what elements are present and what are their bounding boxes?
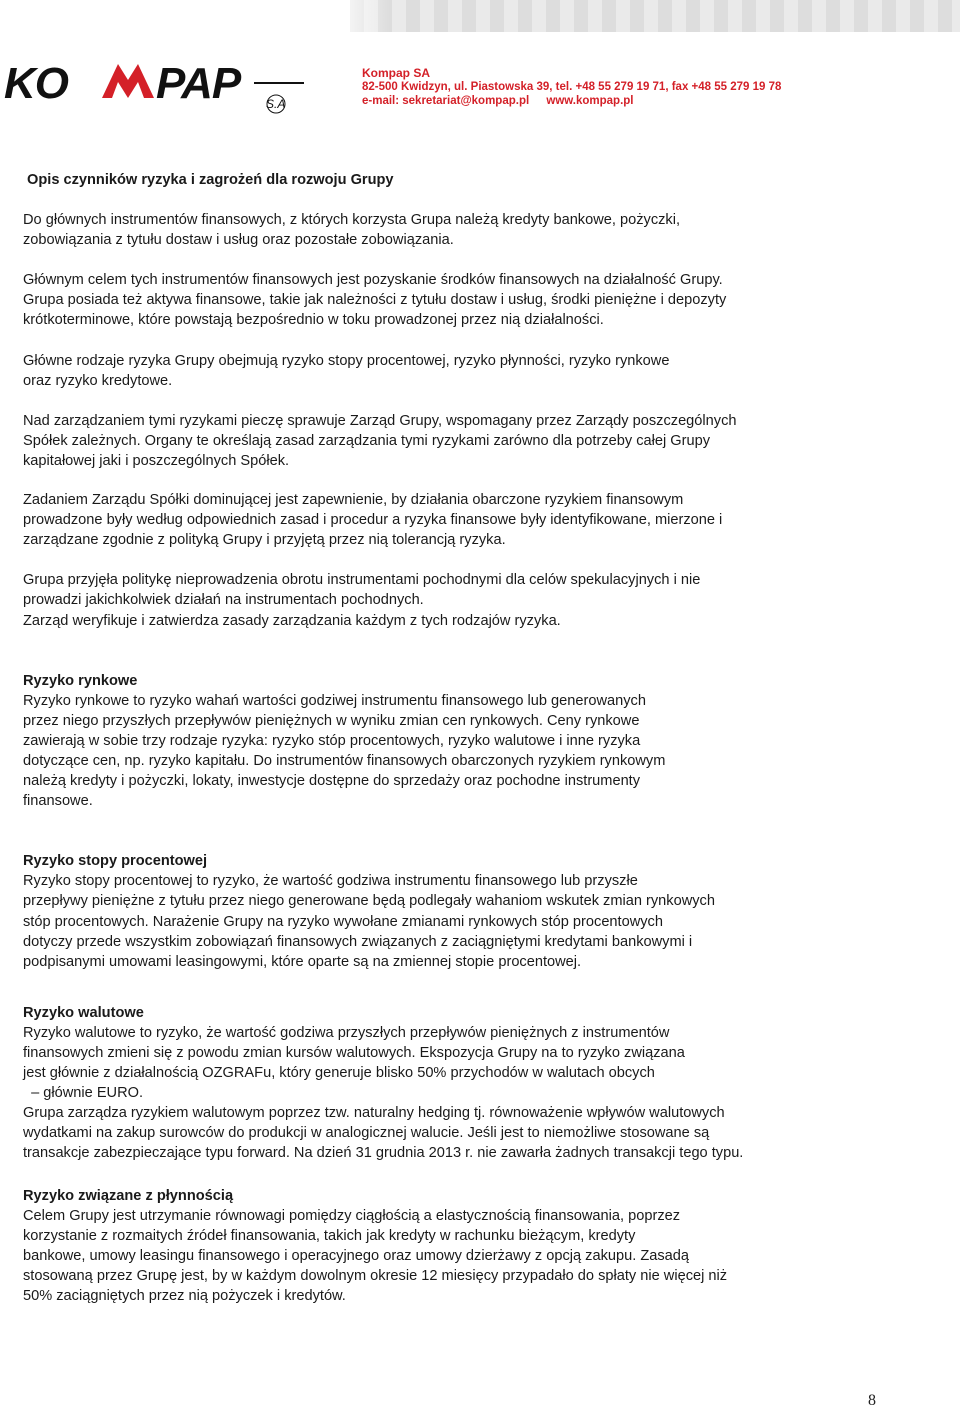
liquidity-risk-line-1: Celem Grupy jest utrzymanie równowagi pomiędzy ciągłością a elastycznością finansowania, poprzez [23, 1207, 681, 1224]
p4-line-2: Spółek zależnych. Organy te określają zasad zarządzania tymi ryzykami zarówno dla potrzeby całej Grupy [23, 432, 711, 449]
svg-text:PAP: PAP [156, 59, 241, 108]
market-risk-line-1: Ryzyko rynkowe to ryzyko wahań wartości godziwej instrumentu finansowego lub generowanych [23, 692, 646, 709]
p6-line-2: prowadzi jakichkolwiek działań na instrumentach pochodnych. [23, 592, 424, 609]
liquidity-risk-line-4: stosowaną przez Grupę jest, by w każdym dowolnym okresie 12 miesięcy przypadało do spłaty nie więcej niż [23, 1267, 728, 1284]
logo-mountain-icon [102, 64, 154, 98]
intro-line-2: zobowiązania z tytułu dostaw i usług oraz pozostałe zobowiązania. [23, 232, 454, 249]
p4-line-3: kapitałowej jaki i poszczególnych Spółek. [23, 452, 290, 469]
company-website[interactable]: www.kompap.pl [546, 95, 634, 107]
currency-risk-line-1: Ryzyko walutowe to ryzyko, że wartość godziwa przyszłych przepływów pieniężnych z instrumentów [23, 1024, 670, 1041]
liquidity-risk-line-3: bankowe, umowy leasingu finansowego i operacyjnego oraz umowy dzierżawy z opcją zakupu. Zasadą [23, 1247, 690, 1264]
svg-text:S.A: S.A [266, 97, 286, 111]
market-risk-line-3: zawierają w sobie trzy rodzaje ryzyka: ryzyko stóp procentowych, ryzyko walutowe i inne ryzyka [23, 732, 641, 749]
currency-risk-line-5: Grupa zarządza ryzykiem walutowym poprzez tzw. naturalny hedging tj. równoważenie wpływów walutowych [23, 1105, 725, 1122]
market-risk-line-5: należą kredyty i pożyczki, lokaty, inwestycje dostępne do sprzedaży oraz pochodne instrumenty [23, 773, 641, 790]
p6-line-3: Zarząd weryfikuje i zatwierdza zasady zarządzania każdym z tych rodzajów ryzyka. [23, 612, 561, 629]
company-address: 82-500 Kwidzyn, ul. Piastowska 39, tel. +48 55 279 19 71, fax +48 55 279 19 78 [362, 81, 782, 93]
p3-line-1: Główne rodzaje ryzyka Grupy obejmują ryzyko stopy procentowej, ryzyko płynności, ryzyko rynkowe [23, 352, 670, 369]
currency-risk-line-2: finansowych zmieni się z powodu zmian kursów walutowych. Ekspozycja Grupy na to ryzyko związana [23, 1045, 685, 1061]
interest-risk-line-1: Ryzyko stopy procentowej to ryzyko, że wartość godziwa instrumentu finansowego lub przyszłe [23, 873, 638, 890]
market-risk-line-4: dotyczące cen, np. ryzyko kapitału. Do instrumentów finansowych obarczonych ryzykiem rynkowym [23, 752, 666, 769]
interest-risk-heading: Ryzyko stopy procentowej [23, 853, 208, 870]
market-risk-heading: Ryzyko rynkowe [23, 672, 138, 689]
interest-risk-line-3: stóp procentowych. Narażenie Grupy na ryzyko wywołane zmianami rynkowych stóp procentowych [23, 913, 663, 930]
p5-line-3: zarządzane zgodnie z polityką Grupy i przyjętą przez nią tolerancją ryzyka. [23, 532, 506, 549]
company-contact-block [362, 66, 952, 108]
interest-risk-line-2: przepływy pieniężne z tytułu przez niego generowane będą podlegały wahaniom wskutek zmian rynkowych [23, 893, 715, 910]
company-name: Kompap SA [362, 66, 431, 80]
header-decorative-band [350, 0, 960, 32]
svg-text:KO: KO [4, 59, 68, 108]
p2-line-1: Głównym celem tych instrumentów finansowych jest pozyskanie środków finansowych na działalność Grupy. [23, 272, 723, 289]
p2-line-3: krótkoterminowe, które powstają bezpośrednio w toku prowadzonej przez nią działalności. [23, 312, 604, 329]
document-body [23, 170, 928, 1306]
page-title: Opis czynników ryzyka i zagrożeń dla rozwoju Grupy [27, 172, 394, 188]
interest-risk-line-4: dotyczy przede wszystkim zobowiązań finansowych związanych z zaciągniętymi kredytami bankowymi i [23, 933, 693, 950]
p3-line-2: oraz ryzyko kredytowe. [23, 372, 173, 389]
kompap-logo [4, 58, 334, 118]
p5-line-2: prowadzone były według odpowiednich zasad i procedur a ryzyka finansowe były identyfikowane, mierzone i [23, 512, 723, 529]
liquidity-risk-heading: Ryzyko związane z płynnością [23, 1187, 234, 1204]
market-risk-line-2: przez niego przyszłych przepływów pieniężnych w wyniku zmian cen rynkowych. Ceny rynkowe [23, 712, 640, 729]
currency-risk-line-6: wydatkami na zakup surowców do produkcji w analogicznej walucie. Jeśli jest to niemożliwe stosowane są [23, 1125, 710, 1142]
company-email[interactable]: e-mail: sekretariat@kompap.pl [362, 95, 530, 107]
currency-risk-heading: Ryzyko walutowe [23, 1004, 144, 1021]
page-number: 8 [868, 1392, 876, 1409]
header-band-fade [330, 0, 390, 32]
currency-risk-line-4: – głównie EURO. [23, 1085, 144, 1102]
liquidity-risk-line-5: 50% zaciągniętych przez nią pożyczek i kredytów. [23, 1288, 346, 1305]
p5-line-1: Zadaniem Zarządu Spółki dominującej jest zapewnienie, by działania obarczone ryzykiem finansowym [23, 492, 684, 509]
p4-line-1: Nad zarządzaniem tymi ryzykami pieczę sprawuje Zarząd Grupy, wspomagany przez Zarządy poszczególnych [23, 412, 737, 429]
p2-line-2: Grupa posiada też aktywa finansowe, takie jak należności z tytułu dostaw i usług, środki pieniężne i depozyty [23, 292, 727, 309]
interest-risk-line-5: podpisanymi umowami leasingowymi, które oparte są na zmiennej stopie procentowej. [23, 953, 582, 970]
currency-risk-line-3: jest głównie z działalnością OZGRAFu, który generuje blisko 50% przychodów w walutach obcych [23, 1065, 655, 1082]
intro-line-1: Do głównych instrumentów finansowych, z których korzysta Grupa należą kredyty bankowe, pożyczki, [23, 212, 681, 229]
liquidity-risk-line-2: korzystanie z rozmaitych źródeł finansowania, takich jak kredyty w rachunku bieżącym, kredyty [23, 1227, 636, 1244]
currency-risk-line-7: transakcje zabezpieczające typu forward. Na dzień 31 grudnia 2013 r. nie zawarła żadnych transakcji tego typu. [23, 1145, 744, 1162]
market-risk-line-6: finansowe. [23, 793, 93, 810]
p6-line-1: Grupa przyjęła politykę nieprowadzenia obrotu instrumentami pochodnymi dla celów spekulacyjnych i nie [23, 572, 701, 589]
